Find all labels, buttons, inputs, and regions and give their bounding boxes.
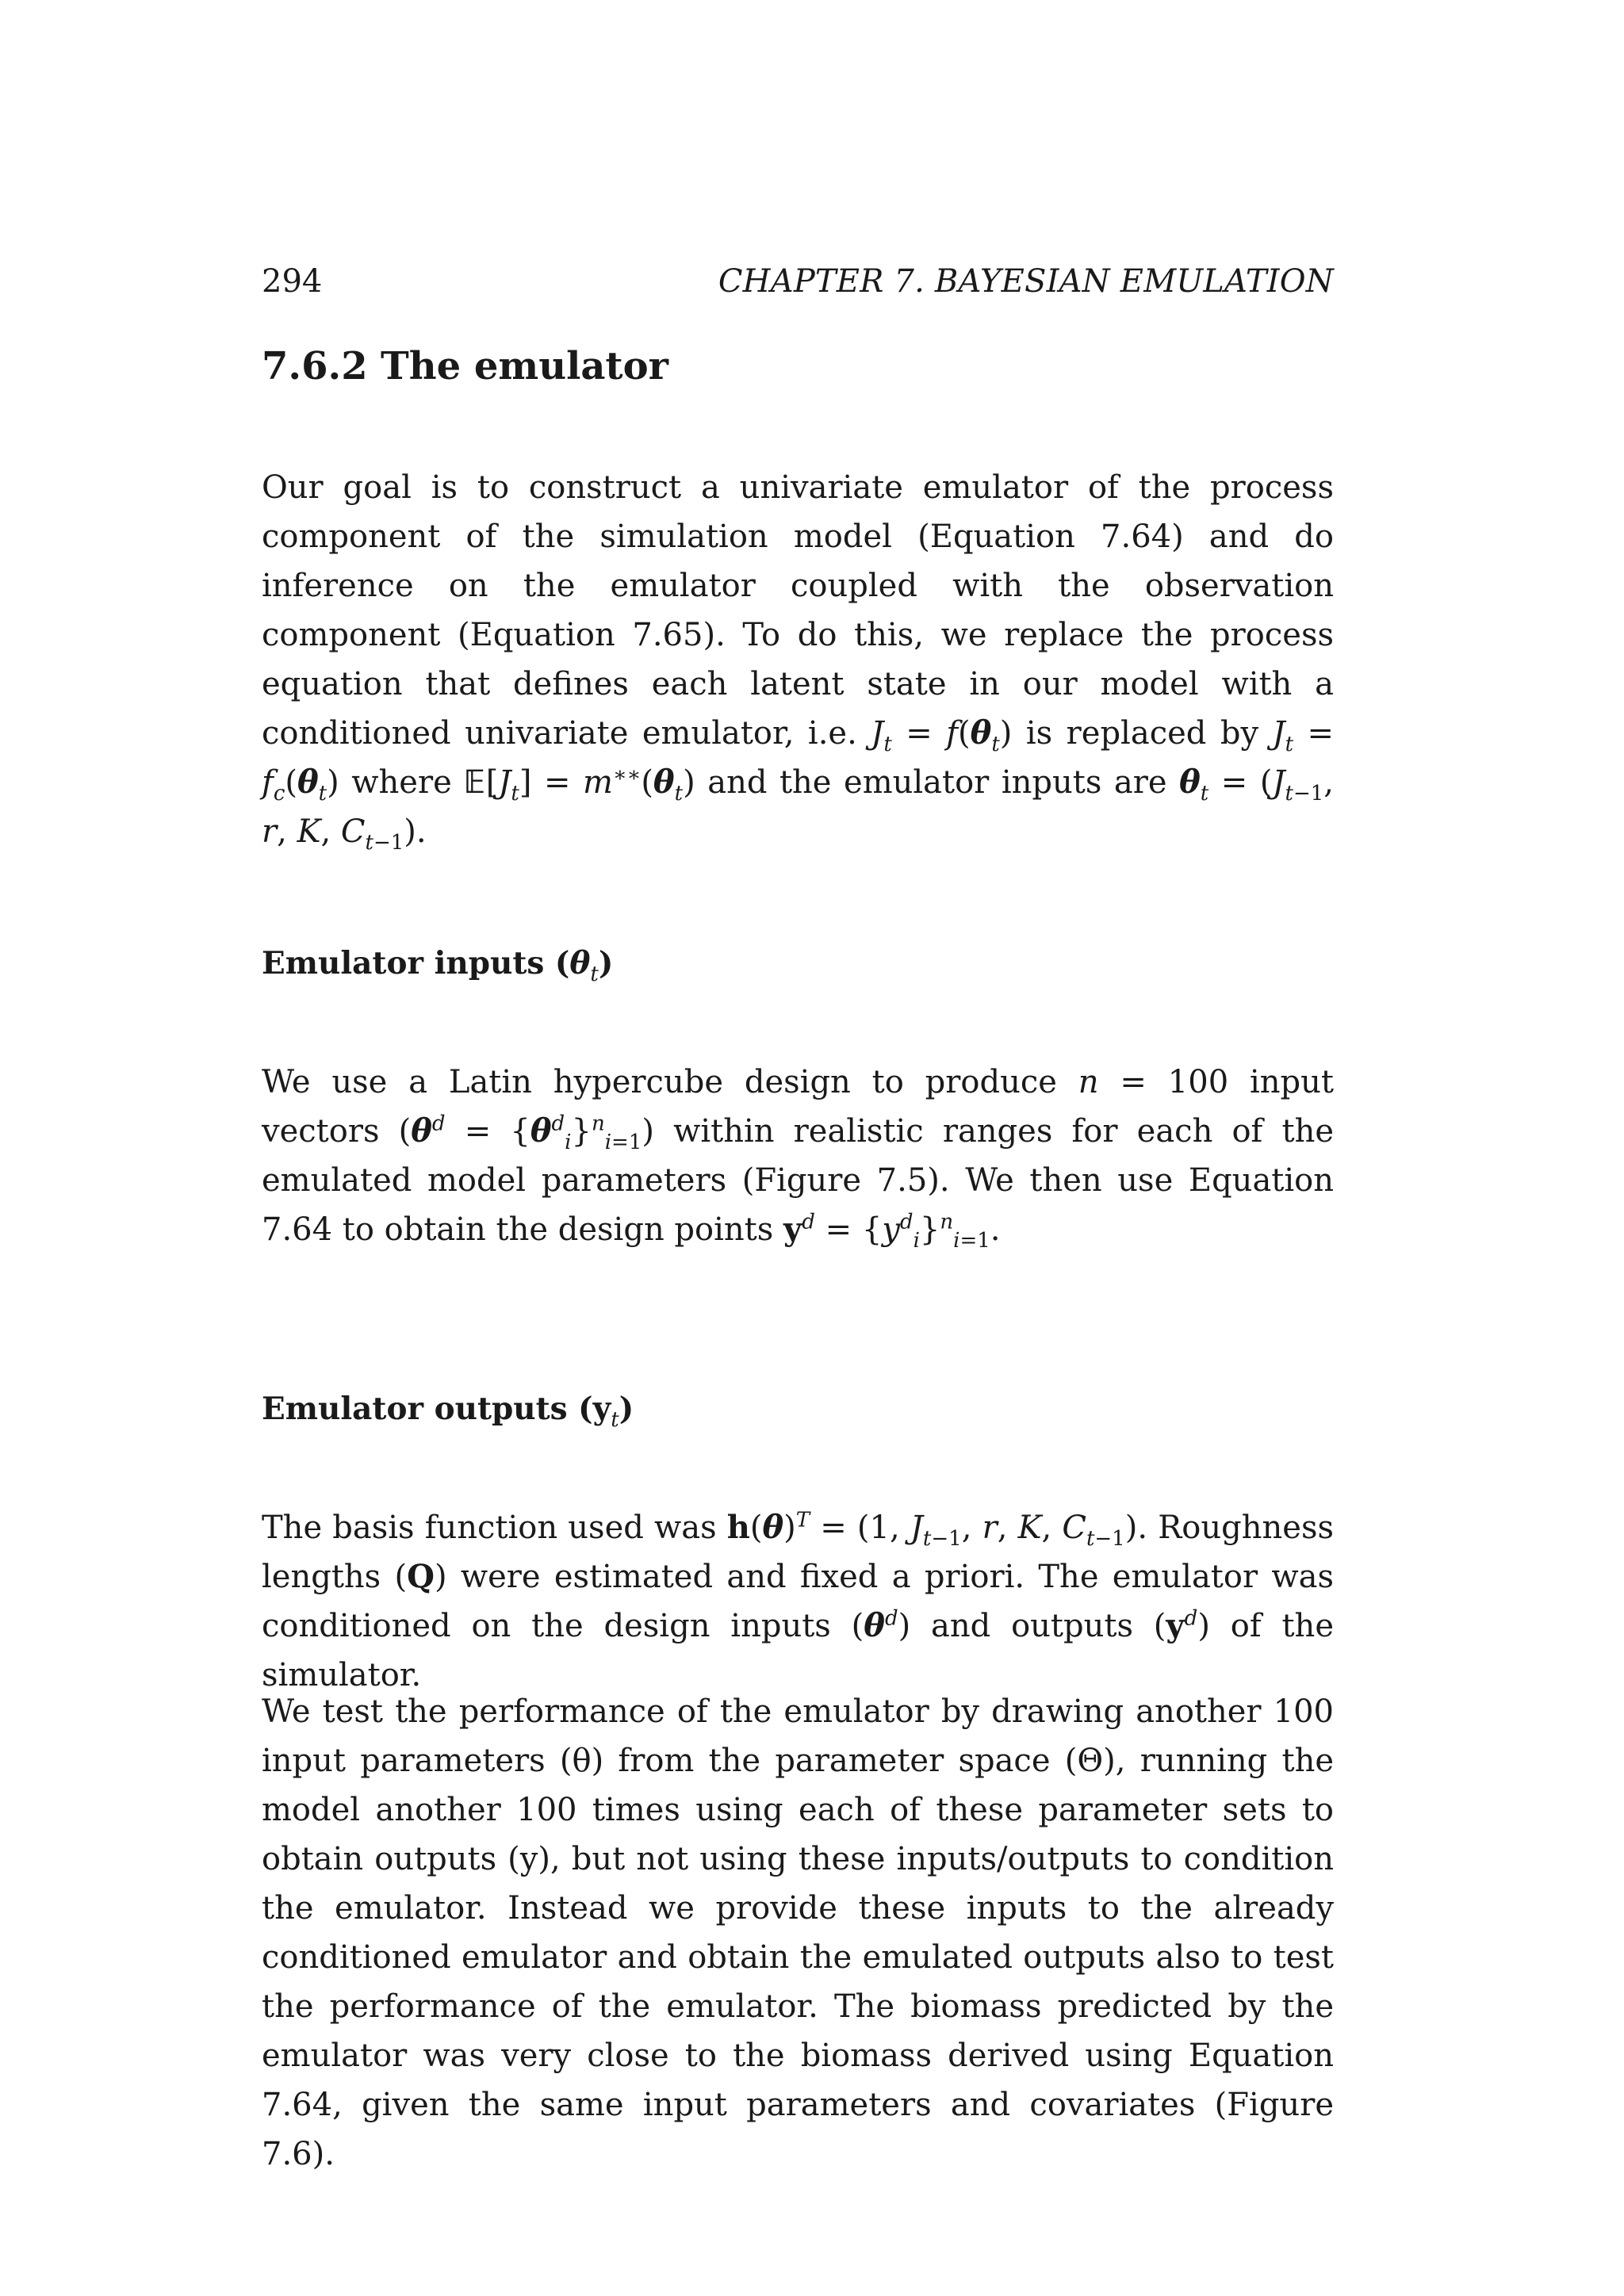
section-number: 7.6.2: [262, 344, 368, 388]
paragraph-outputs: The basis function used was $h(\theta)^T = (1$, $J_{t-1}$, r, K, $C_{t-1}$). Roughness lengths (Q) were estimated and fixed a priori. The emulator was conditioned on the design inputs $(\theta^d)$ and outputs $(y^d)$ of the simulator.: [262, 1508, 1335, 1693]
section-title: The emulator: [381, 344, 668, 388]
subheading-emulator-outputs: Emulator outputs $(y_t)$: [262, 1391, 634, 1432]
paragraph-goal: Our goal is to construct a univariate emulator of the process component of the simulation model (Equation 7.64) and do inference on the emulator coupled with the observation component (Equation 7.65). To do this, we replace the process equation that defines each latent state in our model with a conditioned univariate emulator, i.e. $J_t = f(\theta_t)$ is replaced by $J_t = f_c(\theta_t)$ where $𝔼[J_t] = m^{∗∗}(\theta_t)$ and the emulator inputs are $\theta_t = (J_{t-1}$, r, K, $C_{t-1}$).: [262, 469, 1335, 855]
paragraph-test: We test the performance of the emulator by drawing another 100 input parameters (θ) from the parameter space (Θ), running the model another 100 times using each of these parameter sets to obtain outputs (y), but not using these inputs/outputs to condition the emulator. Instead we provide these inputs to the already conditioned emulator and obtain the emulated outputs also to test the performance of the emulator. The biomass predicted by the emulator was very close to the biomass derived using Equation 7.64, given the same input parameters and covariates (Figure 7.6).: [262, 1693, 1334, 2172]
chapter-title: CHAPTER 7. BAYESIAN EMULATION: [718, 263, 1334, 300]
section-heading: [262, 342, 668, 390]
paragraph-inputs: We use a Latin hypercube design to produce n = 100 input vectors $(\theta^d = \{\theta^d_i\}^n_{i=1})$ within realistic ranges for each of the emulated model parameters (Figure 7.5). We then use Equation 7.64 to obtain the design points $y^d = \{y^d_i\}^n_{i=1}$.: [262, 1064, 1334, 1253]
page-number: 294: [262, 263, 323, 300]
running-head: [262, 262, 1334, 301]
page: [262, 0, 1334, 2296]
subheading-emulator-inputs: Emulator inputs $(\theta_t)$: [262, 945, 614, 986]
